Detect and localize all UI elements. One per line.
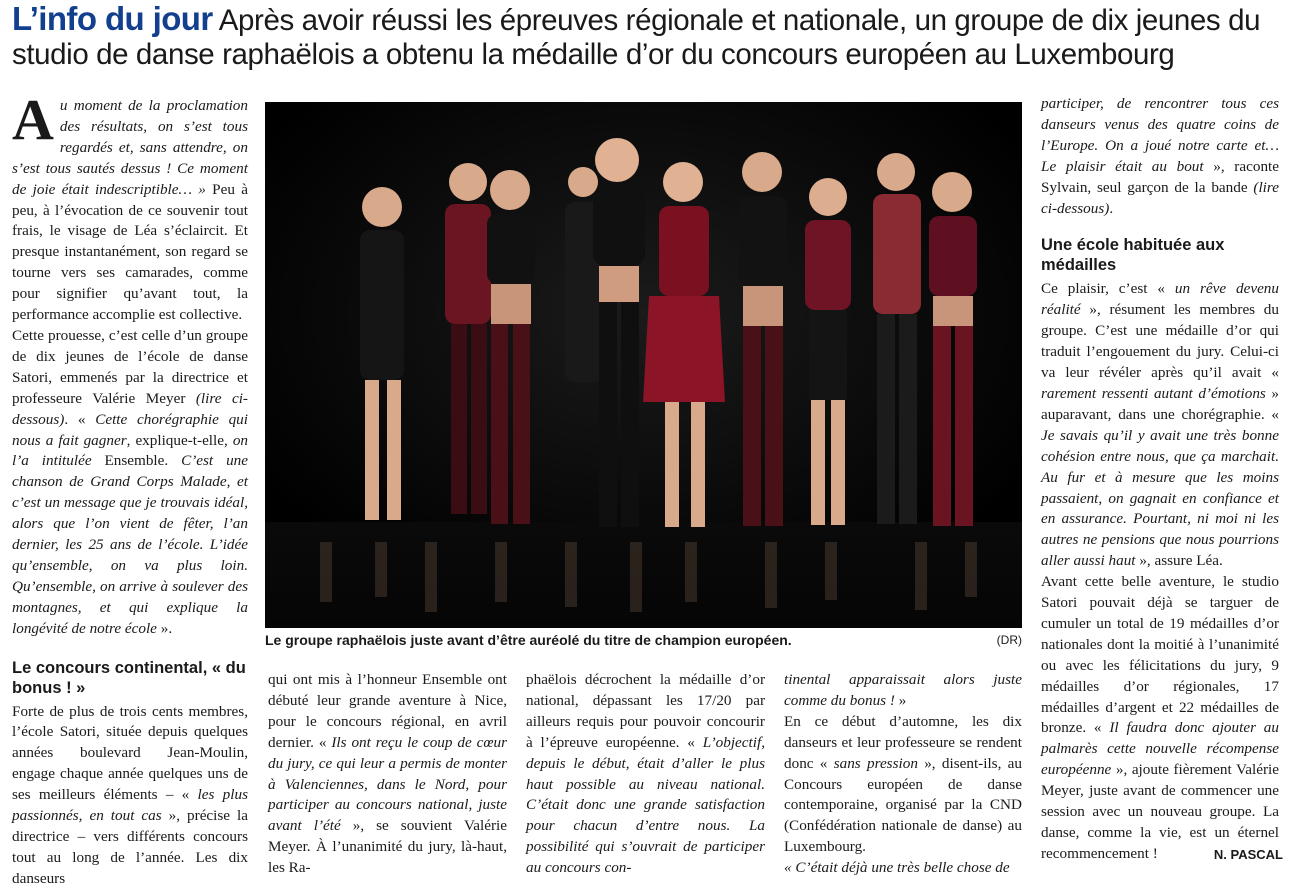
p2-i: ». [156,619,173,637]
col5-a: participer, de rencontrer tous ces danseurs venus des quatre coins de l’Europe. On a joué notre carte et… Le plaisir était au bout [1041,95,1279,175]
col3-paragraph [526,670,765,879]
p2-h: C’est une chanson de Grand Corps Malade, et c’est un message que je trouvais idéal, alors que l’on vient de fêter, l’an dernier, les 25 ans de l’école. L’idée qu’ensemble, on va plus loin. Qu’ensemble, on arrive à soulever des montagnes, et qui explique la longévité de notre école [12,452,248,637]
col5-paragraph-3 [1041,572,1279,865]
p3-a: Forte de plus de trois cents membres, l’école Satori, située depuis quelques années boulevard Jean-Moulin, engage chaque année quelques uns de ses meilleurs éléments – « [12,702,248,804]
col5-f: un rêve devenu réalité [1041,280,1279,319]
headline-kicker: L’info du jour [12,0,213,37]
photo-credit: (DR) [996,633,1022,647]
col2-c: », se souvient Valérie Meyer. À l’unanimité du jury, là-haut, les Ra- [268,817,507,877]
col5-d: . [1109,199,1114,217]
col5-paragraph-2 [1041,279,1279,572]
p3-b: les plus passionnés, en tout cas [12,786,248,825]
col5-m: Il faudra donc ajouter au palmarès cette nouvelle récompense européenne [1041,719,1279,779]
col4-b: » [894,691,907,709]
col4-paragraph-3 [784,858,1022,879]
col5-paragraph-1 [1041,94,1279,219]
subhead-ecole: Une école habituée aux médailles [1041,236,1225,275]
column-4 [784,670,1022,879]
dance-group-photo [265,102,1022,628]
col5-h: rarement ressenti autant d’émotions [1041,384,1266,402]
col4-paragraph-2 [784,712,1022,858]
p2-b: (lire ci-dessous) [12,389,248,428]
author-signature: N. PASCAL [1213,847,1283,862]
column-2 [268,670,507,879]
col3-b: L’objectif, depuis le début, était d’aller le plus haut possible au niveau national. C’était donc une grande satisfaction pour chacun d’entre nous. La possibilité qui s’ouvrait de participer au concours con- [526,733,765,877]
paragraph-2 [12,326,248,640]
col4-f: « C’était déjà une très belle chose de [784,859,1010,877]
stage-illustration [265,102,1022,628]
p2-c: . « [64,410,96,428]
col2-paragraph [268,670,507,879]
col4-c: En ce début d’automne, les dix danseurs et leur professeure se rendent donc « [784,712,1022,772]
p2-f: on l’a intitulée [12,431,248,470]
col4-d: sans pression [833,754,918,772]
col2-a: qui ont mis à l’honneur Ensemble ont débuté leur grande aventure à Nice, pour le concours régional, en avril dernier. « [268,671,507,751]
headline [12,2,1287,72]
column-3 [526,670,765,879]
caption-text: Le groupe raphaëlois juste avant d’être auréolé du titre de champion européen. [265,632,792,648]
col5-j: Je savais qu’il y avait une très bonne cohésion entre nous, que ça marchait. Au fur et à mesure que les moins passaient, on gagnait en confiance et en assurance. Pourtant, ni moi ni les autres ne pensions que nous pourrions aller aussi haut [1041,426,1279,570]
headline-text: Après avoir réussi les épreuves régionale et nationale, un groupe de dix jeunes du studio de danse raphaëlois a obtenu la médaille d’or du concours européen au Luxembourg [12,4,1261,71]
col5-c: (lire ci-dessous) [1041,178,1279,217]
p2-d: Cette chorégraphie qui nous a fait gagner [12,410,248,449]
subhead-concours: Le concours continental, « du bonus ! » [12,658,246,697]
intro-rest: Peu à peu, à l’évocation de ce souvenir tout frais, le visage de Léa s’éclaircit. Et presque instantanément, son regard se tourne vers ses camarades, comme pour signifier qu’avant tout, la performance accomplie est collective. [12,180,248,324]
col4-a: tinental apparaissait alors juste comme du bonus ! [784,671,1022,709]
photo-caption [265,632,1022,648]
col5-l: Avant cette belle aventure, le studio Satori pouvait déjà se targuer de cumuler un total de 19 médailles d’or nationales dont la moitié à l’unanimité ou avec les félicitations du jury, 9 médailles d’or régionales, 17 médailles d’argent et 22 médailles de bronze. « [1041,573,1279,737]
col4-paragraph-1 [784,670,1022,712]
col4-e: », disent-ils, au Concours européen de danse contemporaine, organisé par la CND (Confédération nationale de danse) au Luxembourg. [784,754,1022,856]
drop-cap: A [12,87,54,152]
p2-g: Ensemble. [91,452,182,470]
col3-a: phaëlois décrochent la médaille d’or national, dépassant les 17/20 par ailleurs requis pour pouvoir concourir à l’épreuve européenne. « [526,671,765,751]
p2-a: Cette prouesse, c’est celle d’un groupe de dix jeunes de l’école de danse Satori, emmenés par la directrice et professeure Valérie Meyer [12,326,248,407]
column-1 [12,87,248,890]
col5-i: » auparavant, dans une chorégraphie. « [1041,384,1279,423]
col5-e: Ce plaisir, c’est « [1041,280,1175,298]
p2-e: , explique-t-elle, [126,431,233,449]
col5-k: », assure Léa. [1135,552,1223,570]
paragraph-3 [12,702,248,890]
column-5 [1041,94,1279,865]
col5-b: », raconte Sylvain, seul garçon de la bande [1041,157,1279,196]
col5-g: », résument les membres du groupe. C’est une médaille d’or qui traduit l’engouement du jury. Celui-ci va leur révéler après qu’il avait « [1041,301,1279,382]
p3-c: », précise la directrice – vers différents concours tout au long de l’année. Les dix danseurs [12,807,248,887]
col2-b: Ils ont reçu le coup de cœur du jury, ce qui leur a permis de monter à Valenciennes, dans le Nord, pour participer au concours national, juste avant l’été [268,733,507,835]
col5-n: », ajoute fièrement Valérie Meyer, juste avant de commencer une session avec un nouveau groupe. La danse, comme la vie, est un éternel recommencement ! [1041,761,1279,862]
intro-paragraph [12,87,248,326]
intro-quote: u moment de la proclamation des résultats, on s’est tous regardés et, sans attendre, on s’est tous sautés dessus ! Ce moment de joie était indescriptible… » [12,97,248,198]
